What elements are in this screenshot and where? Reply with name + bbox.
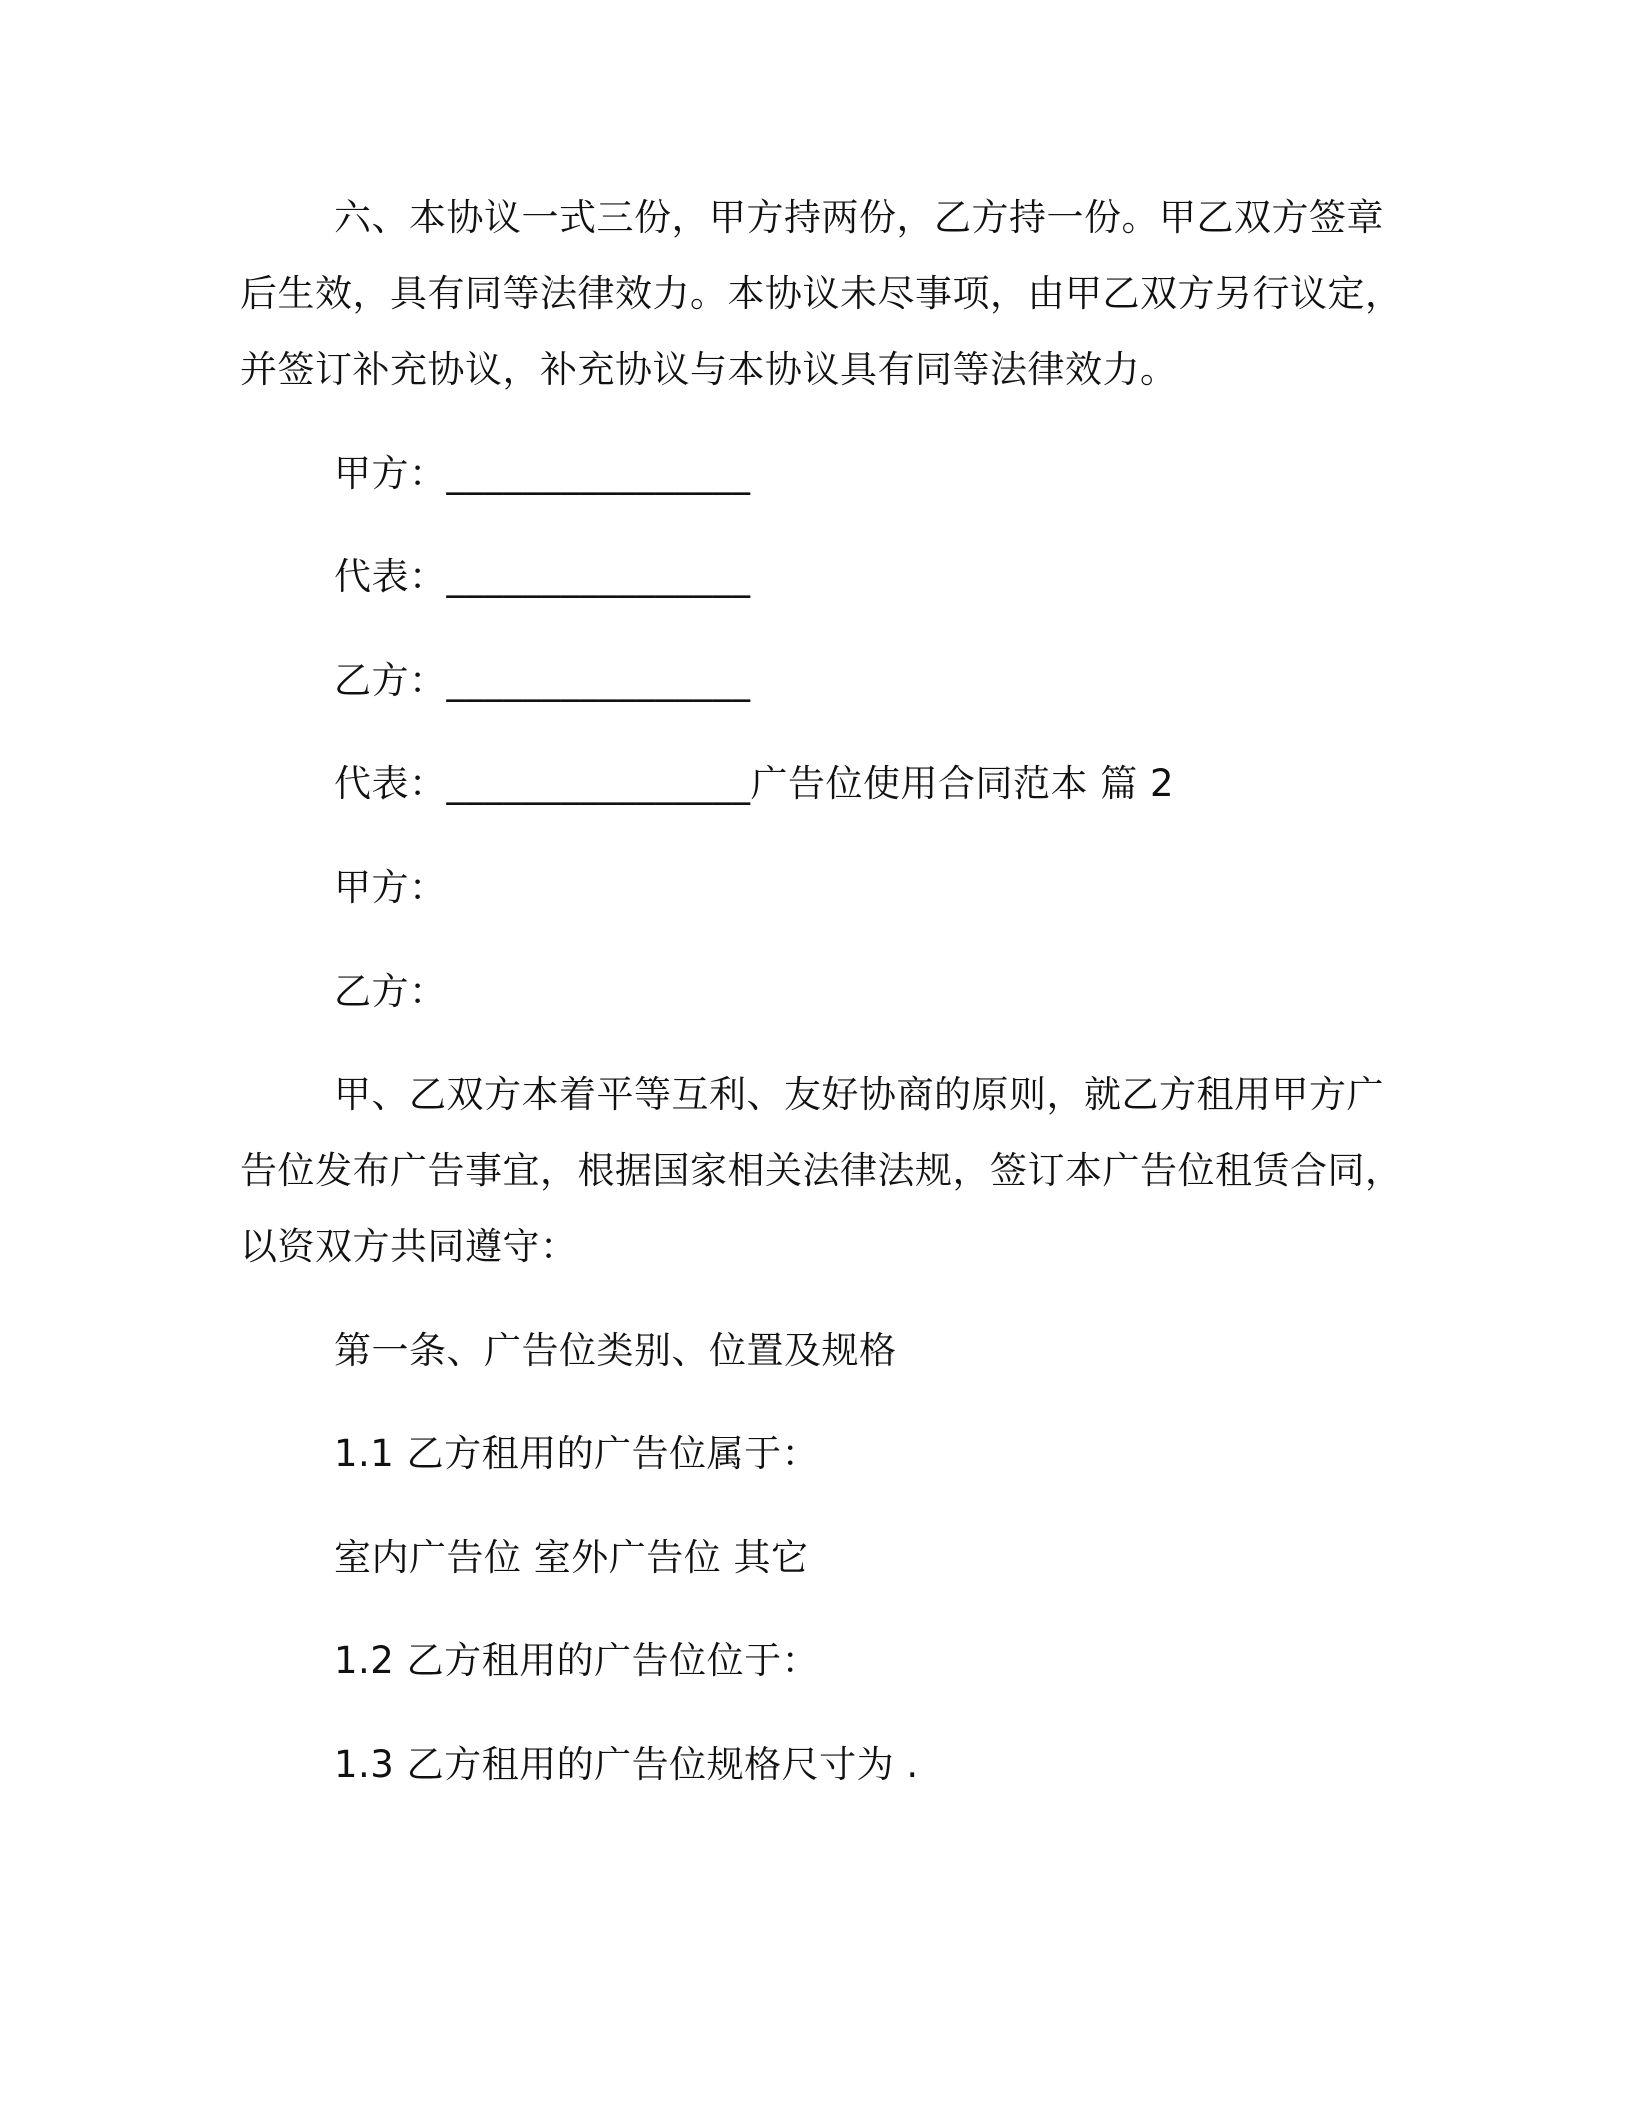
clause-6-line-3: 并签订补充协议，补充协议与本协议具有同等法律效力。 bbox=[240, 348, 1178, 391]
item-1-2: 1.2 乙方租用的广告位位于： bbox=[334, 1639, 820, 1682]
article-1-heading: 第一条、广告位类别、位置及规格 bbox=[334, 1329, 897, 1372]
signature-party-a: 甲方：________________ bbox=[334, 452, 751, 495]
party-b-label: 乙方： bbox=[334, 970, 447, 1013]
preamble-line-3: 以资双方共同遵守： bbox=[240, 1225, 578, 1268]
signature-party-b: 乙方：________________ bbox=[334, 659, 751, 702]
clause-6-line-1: 六、本协议一式三份，甲方持两份，乙方持一份。甲乙双方签章 bbox=[334, 196, 1384, 239]
preamble-line-2: 告位发布广告事宜，根据国家相关法律法规，签订本广告位租赁合同， bbox=[240, 1149, 1403, 1192]
preamble-line-1: 甲、乙双方本着平等互利、友好协商的原则，就乙方租用甲方广 bbox=[334, 1073, 1384, 1116]
item-1-1: 1.1 乙方租用的广告位属于： bbox=[334, 1432, 820, 1475]
item-1-3: 1.3 乙方租用的广告位规格尺寸为 . bbox=[334, 1743, 919, 1786]
signature-representative-a: 代表：________________ bbox=[334, 555, 751, 598]
party-a-label: 甲方： bbox=[334, 866, 447, 909]
clause-6-line-2: 后生效，具有同等法律效力。本协议未尽事项，由甲乙双方另行议定， bbox=[240, 272, 1403, 315]
signature-representative-b-and-title: 代表：________________广告位使用合同范本 篇 2 bbox=[334, 762, 1175, 805]
ad-position-options: 室内广告位 室外广告位 其它 bbox=[334, 1536, 809, 1579]
